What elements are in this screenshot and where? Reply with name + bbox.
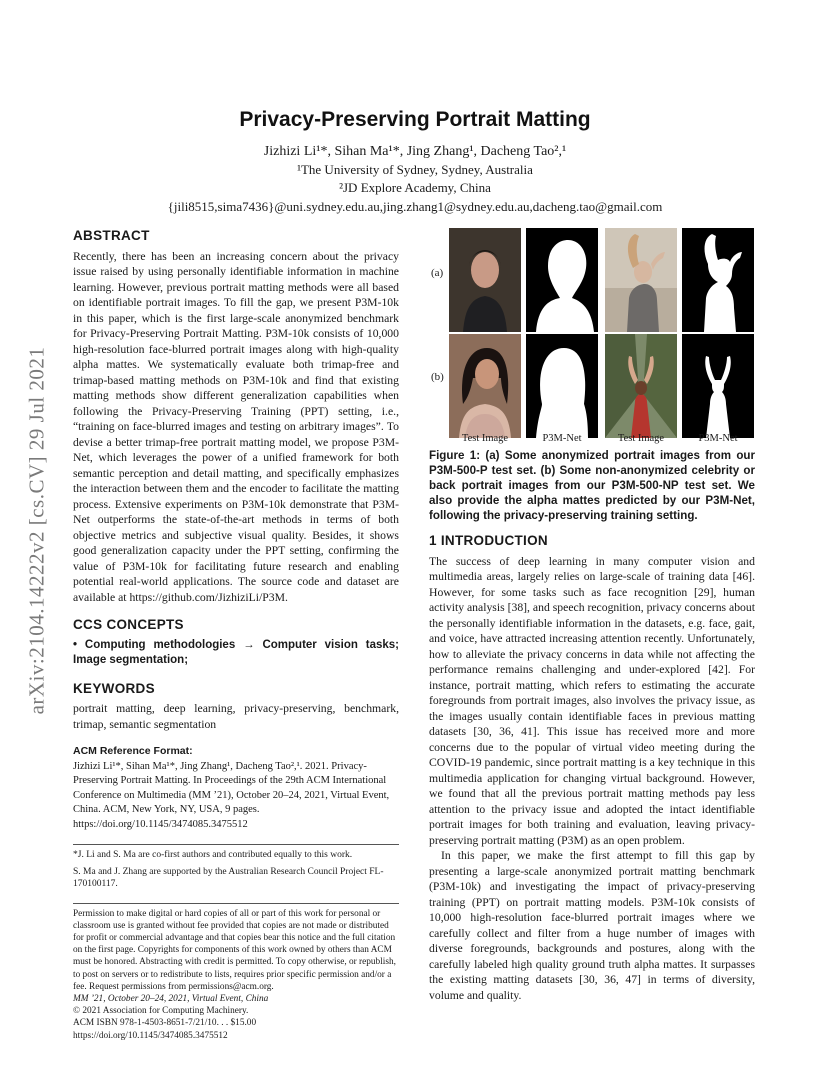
arxiv-id: arXiv:2104.14222v2 [cs.CV] 29 Jul 2021 [24,346,49,714]
isbn-line: ACM ISBN 978-1-4503-8651-7/21/10. . . $15.00 [73,1018,257,1029]
affiliation-2: ²JD Explore Academy, China [339,180,491,195]
alpha-matte-3 [526,334,598,438]
introduction-section [429,533,755,1003]
abstract-heading: ABSTRACT [73,228,150,243]
row-label-b: (b) [431,371,444,383]
col-label-test-image-2: Test Image [617,433,665,444]
test-image-celebrity-portrait [449,334,521,438]
arxiv-watermark [22,300,52,760]
footnote-rule [73,844,399,845]
keywords-section [73,681,399,733]
right-column [429,228,755,1003]
ccs-heading: CCS CONCEPTS [73,617,184,632]
test-image-blurred-portrait-2 [605,228,677,332]
keywords-heading: KEYWORDS [73,680,155,696]
alpha-matte-1 [526,228,598,332]
ccs-text: • Computing methodologies → Computer vision tasks; Image segmentation; [73,638,399,666]
acm-reference-text: Jizhizi Li¹*, Sihan Ma¹*, Jing Zhang¹, Dacheng Tao²,¹. 2021. Privacy-Preserving Portrait Matting. In Proceedings of the 29th ACM International Conference on Multimedia (MM ’21), October 20–24, 2021, Virtual Event, China. ACM, New York, NY, USA, 9 pages. https://doi.org/10.1145/3474085.3475512 [73,760,390,830]
ccs-section [73,617,399,669]
left-column [73,228,399,1042]
col-label-p3m-net-1: P3M-Net [542,433,582,444]
alpha-matte-4 [682,334,754,438]
permission-text: Permission to make digital or hard copies of all or part of this work for personal or classroom use is granted without fee provided that copies are not made or distributed for profit or commercial advantage and that copies bear this notice and the full citation on the first page. Copyrights for components of this work owned by others than ACM must be honored. Abstracting with credit is permitted. To copy otherwise, or republish, to post on servers or to redistribute to lists, requires prior specific permission and/or a fee. Request permissions from permissions@acm.org. [73,908,396,992]
alpha-matte-2 [682,228,754,332]
author-list: Jizhizi Li¹*, Sihan Ma¹*, Jing Zhang¹, Dacheng Tao²,¹ [263,144,567,159]
copyright-line: © 2021 Association for Computing Machinery. [73,1006,249,1017]
affiliation-1: ¹The University of Sydney, Sydney, Australia [297,162,533,177]
author-emails: {jili8515,sima7436}@uni.sydney.edu.au,jing.zhang1@sydney.edu.au,dacheng.tao@gmail.com [167,199,663,214]
abstract-text: Recently, there has been an increasing concern about the privacy issue raised by using personally identifiable information in machine learning. However, previous portrait matting methods were all based on identifiable portrait images. To fill the gap, we present P3M-10k in this paper, which is the first large-scale anonymized benchmark for Privacy-Preserving Portrait Matting. P3M-10k consists of 10,000 high-resolution face-blurred portrait images along with high-quality alpha mattes. We systematically evaluate both trimap-free and trimap-based matting methods on P3M-10k and find that existing matting methods show different generalization capabilities when following the Privacy-Preserving Training (PPT) setting, i.e., “training on face-blurred images and testing on arbitrary images”. To devise a better trimap-free portrait matting model, we propose P3M-Net, which leverages the power of a unified framework for both semantic perception and detail matting, and specifically emphasizes the interaction between them and the encoder to facilitate the matting process. Extensive experiments on P3M-10k demonstrate that P3M-Net outperforms the state-of-the-art methods in terms of both objective metrics and subjective visual quality. Besides, it shows good generalization capacity under the PPT setting, confirming the value of P3M-10k for facilitating future research and enabling potential real-world applications. The source code and dataset are available at https://github.com/JizhiziLi/P3M. [73,249,399,604]
keywords-text: portrait matting, deep learning, privacy-preserving, benchmark, trimap, semantic segmentation [73,702,399,731]
row-label-a: (a) [431,267,444,279]
paper-header [60,108,770,215]
test-image-blurred-portrait-1 [449,228,521,332]
doi-line: https://doi.org/10.1145/3474085.3475512 [73,1030,228,1041]
introduction-paragraph-2: In this paper, we make the first attempt to fill this gap by presenting a large-scale anonymized portrait matting benchmark (P3M-10k) and investigating the impact of privacy-preserving training (PPT) on portrait matting models. P3M-10k consists of 10,000 high-resolution face-blurred portrait images where we carefully collect and filter from a huge number of images with diverse foregrounds, backgrounds and postures, along with the carefully labeled high quality ground truth alpha mattes. It surpasses the existing matting datasets [30, 36, 47] in terms of diversity, volume and quality. [429,849,755,1002]
introduction-heading: 1 INTRODUCTION [429,533,548,548]
footnote-cofirst: *J. Li and S. Ma are co-first authors and contributed equally to this work. [73,850,353,860]
col-label-p3m-net-2: P3M-Net [698,433,738,444]
conference-line: MM ’21, October 20–24, 2021, Virtual Event, China [73,993,269,1004]
footnote-funding: S. Ma and J. Zhang are supported by the Australian Research Council Project FL-170100117. [73,866,384,889]
paper-title: Privacy-Preserving Portrait Matting [239,108,591,131]
acm-reference-heading: ACM Reference Format: [73,745,193,757]
test-image-back-portrait [605,334,677,438]
figure-1 [429,228,755,444]
col-label-test-image-1: Test Image [461,433,509,444]
permission-rule [73,903,399,904]
introduction-paragraph-1: The success of deep learning in many computer vision and multimedia areas, largely relies on large-scale of training data [46]. However, for some tasks such as face recognition [29], human activity analysis [38], and speech recognition, privacy concerns about the personally identifiable information in the datasets, e.g. face, gait, and voice, have attracted increasing attention recently. Unfortunately, how to alleviate the privacy concerns in data while not affecting the performance remains challenging and under-explored [42]. For instance, portrait matting, which refers to estimating the accurate foregrounds from portrait images, also involves the privacy issue, as the images usually contain identifiable faces in previous matting datasets [30, 36, 41]. This issue has received more and more concerns due to the popular of virtual video meeting during the COVID-19 pandemic, since portrait matting is a key technique in this multimedia application for changing virtual background. However, we found that all the previous portrait matting methods pay less attention to the privacy issue and adopted the intact identifiable portrait images for both training and evaluation, leaving privacy-preserving portrait matting (P3M) as an open problem. [429,554,755,847]
figure-1-caption: Figure 1: (a) Some anonymized portrait images from our P3M-500-P test set. (b) Some non-anonymized celebrity or back portrait images from our P3M-500-NP test set. We also provide the alpha mattes predicted by our P3M-Net, following the privacy-preserving training setting. [429,449,755,522]
